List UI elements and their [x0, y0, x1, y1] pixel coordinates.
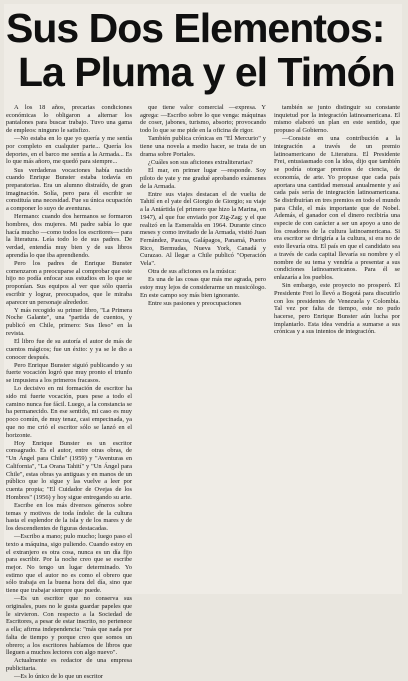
article-paragraph: Escribe en los más diversos géneros sobre temas y motivos de toda índole: de la cultura hasta el esplendor de la isla y de los mares y de los descendientes de figuras destacadas. — [6, 501, 132, 532]
article-paragraph: —Es un escritor que no conserva sus originales, pues no le gusta guardar papeles que le sirvieron. Con respecto a la Sociedad de Escritores, a pesar de estar inscrito, no pertenece a ella; afirma independencia: "más que nada por falta de tiempo y porque creo que somos un obrero; a los escritores habíamos de libros que lleguen a muchos lectores con algo nuevo". — [6, 595, 132, 657]
headline-line-2: La Pluma y el Timón — [18, 49, 395, 95]
article-paragraph: Sus verdaderas vocaciones había nacido cuando Enrique Bunster estaba todavía en preparatorias. Era un alumno distraído, de gran imaginación. Solía, pero para él escribir se constituía una necesidad. Fue su única ocupación a componer lo suyo de aventuras. — [6, 166, 132, 213]
article-column-2 — [140, 104, 266, 592]
article-paragraph: ¿Cuáles son sus aficiones extraliterarias? — [148, 158, 253, 166]
article-paragraph: —No estaba en lo que yo quería y me sentía por completo en cualquier parte... Quería los deportes, en el barco me sentía a la Armada... Es lo que más añoro, me quedó para siempre... — [6, 135, 132, 166]
article-paragraph: También publica crónicas en "El Mercurio" y tiene una novela a medio hacer, se trata de un drama sobre Portales. — [140, 135, 266, 158]
article-paragraph: Hermano: cuando dos hermanos se formaron hombres, dos mujeres. Mi padre sabía lo que hacía mucho —como todos los escritores— para la literatura. Leía todo lo de sus padres. De verdad, entendía muy bien y de sus libros aprendía lo que iba aprendiendo. — [6, 213, 132, 259]
article-paragraph: Pero Enrique Bunster siguió publicando y su fuerte vocación logró que muy pronto el triunfo se impusiera a los primeros fracasos. — [6, 361, 132, 385]
article-paragraph: El mar, en primer lugar —responde. Soy piloto de yate y me gradué aprobando exámenes de la Armada. — [140, 167, 266, 190]
article-paragraph: que tiene valor comercial —expresa. Y agrega: —Escribo sobre lo que venga: máquinas de coser, jabones, turismo, absorto; provocando todo lo que se me pide en la oficina de rigor. — [140, 104, 266, 135]
article-column-1 — [6, 104, 132, 681]
newspaper-page — [4, 4, 402, 681]
article-column-3 — [274, 104, 400, 592]
article-paragraph: Entre sus viajes destacan el de vuelta de Tahití en el yate del Giorgio de Giorgio; su viaje a la Antártida (el primero que hizo la Marina, en 1947), al que fue enviado por Zig-Zag; y el que realizó en la Esmeralda en 1964. Durante cinco meses y como invitado de la Armada, visitó Juan Fernández, Pascua, Galápagos, Panamá, Puerto Rico, Bermudas, Nueva York, Canadá y Curazao. Al llegar a Chile publicó "Operación Vela". — [140, 190, 266, 268]
article-paragraph: Pero los padres de Enrique Bunster comenzaron a preocuparse al comprobar que este hijo no podía enfocar sus estudios en lo que se proponían. Sus equipos al ver que sólo quería escribir y lograr, preocupados, que le miraba aparecer un personaje alrededor. — [6, 260, 132, 306]
article-paragraph: también se junto distinguir su constante inquietud por la integración latinoamericana. El mismo elaboró un plan en este sentido, que propuso al Gobierno. — [274, 104, 400, 135]
article-paragraph: A los 18 años, precarias condiciones económicas lo obligaron a alternar los pantalones para buscar trabajo. Tuvo una gama de empleos: ninguno le satisfizo. — [6, 104, 132, 135]
article-paragraph: Es una de las cosas que más me agrada, pero estoy muy lejos de considerarme un musicólogo. En este campo soy más bien ignorante. — [140, 276, 266, 299]
article-paragraph: Sin embargo, este proyecto no prosperó. El Presidente Frei lo llevó a Bogotá para discutirlo con los presidentes de Venezuela y Colombia. Tal vez por falta de tiempo, este no pudo hacerse, pero Enrique Bunster aún lucha por implantarlo. Esta idea vendría a sumarse a sus crónicas y a sus intentos de integración. — [274, 282, 400, 336]
article-paragraph: Otra de sus aficiones es la música: — [148, 268, 237, 276]
article-paragraph: —Escribo a mano; pulo mucho; luego paso el texto a máquina, sigo puliendo. Cuando estoy en el extranjero es otra cosa, nunca es un día fijo para escribir. Por la noche creo que se escribe mejor. No tengo un lugar determinado. Yo estimo que el autor no es como el obrero que sólo trabaja en la buena hora del día, sino que tiene que trabajar siempre que puede. — [6, 533, 132, 595]
article-paragraph: El libro fue de su autoría el autor de más de cuentos mágicos; fue un éxito: y ya se le dio a conocer después. — [6, 338, 132, 361]
article-paragraph: Y más recogido su primer libro, "La Primera Noche Galante", una "partida de cuentos, y publicó en Chile, primero: Sus Ileso" en la revista. — [6, 306, 132, 337]
article-paragraph: Entre sus pasiones y preocupaciones — [148, 300, 242, 308]
article-paragraph: —Es lo único de lo que un escritor — [14, 673, 103, 681]
article-columns — [6, 104, 402, 681]
article-paragraph: Actualmente es redactor de una empresa publicitaria. — [6, 657, 132, 673]
article-paragraph: Lo decisivo en mi formación de escritor ha sido mi fuerte vocación, pues pese a todo el camino nunca fue fácil. Luego, a la constancia se ha permanecido. En ese sentido, mi caso es muy poco común, de muy tenaz, casi empecinada, ya que no me crió el escritor sólo se lanzó en el horizonte. — [6, 385, 132, 439]
article-paragraph: —Consiste en una contribución a la integración a través de un premio latinoamericano de Literatura. El Presidente Frei, entusiasmado con la idea, dijo que también se podría otorgar premios de ciencia, de economía, de arte. Yo propuse que cada país aportara una cantidad mensual anualmente y así cada país sería de integración latinoamericana. Se distribuirían en tres premios en todo el mundo para Chile, el más importante que de Nobel. Además, el ganador con el dinero recibiría una especie de con carácter a ser un apoyo a uno de los creadores de la cultura latinoamericana. Si era escritor se dirigiría a la cultura, si era no de esto llevaría otra. El país en que el candidato sea a través de cada capital llevaría su nombre y el nombre de su tema y vendría a presentar a sus condiciones latinoamericanos. Para él se enlazaría a los pueblos. — [274, 135, 401, 281]
headline-line-1: Sus Dos Elementos: — [6, 5, 385, 51]
article-paragraph: Hoy Enrique Bunster es un escritor consagrado. Es el autor, entre otras obras, de "Un Ángel para Chile" (1959) y "Aventuras en California", "La Orana Tahití" y "Un Ángel para Chile", estas obras ya antiguas y en manos de un público que lo sigue y las vuelve a leer por cuenta propia; "El Cuidador de Ovejas de los Hombres" (1956) y hoy sigue entregando su arte. — [6, 439, 132, 501]
